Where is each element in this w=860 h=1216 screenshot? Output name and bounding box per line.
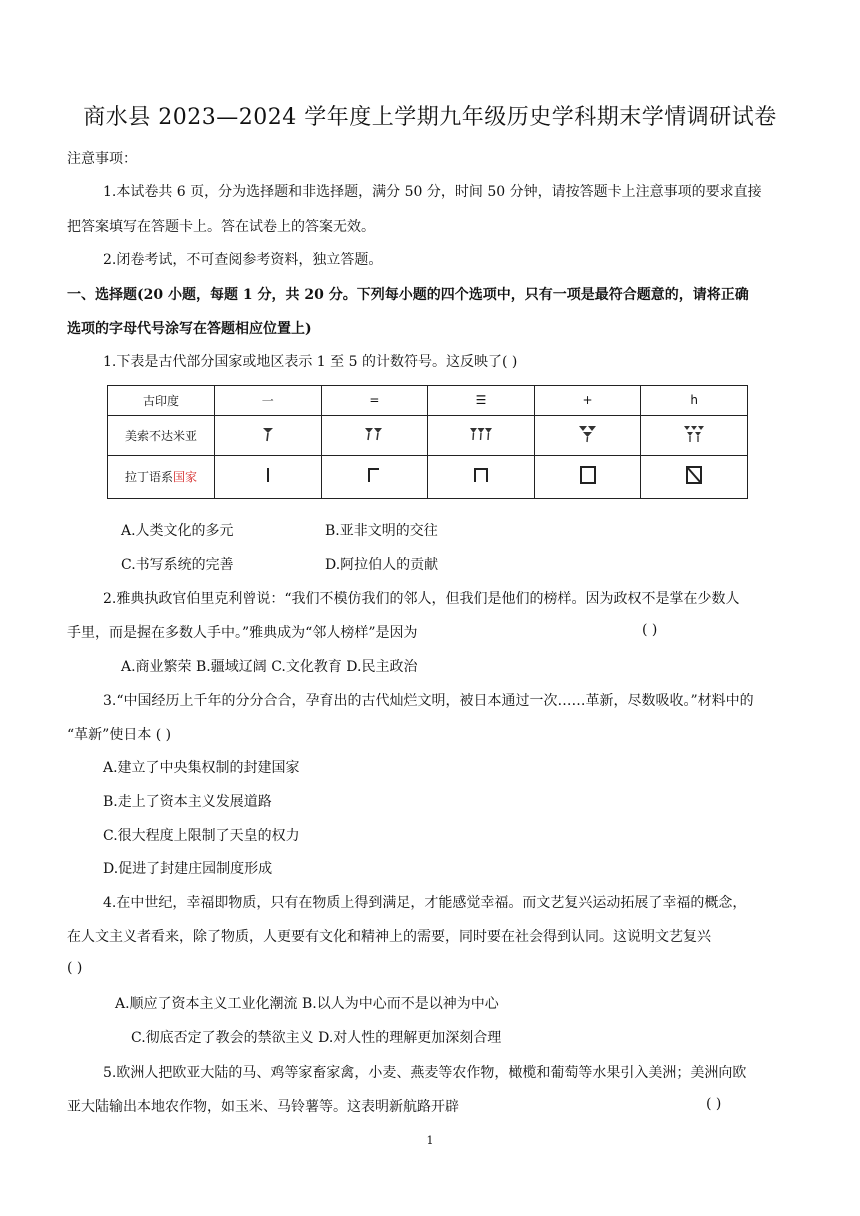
q5-answer-paren: ( ) [706, 1096, 722, 1112]
question-4-stem-cont: 在人文主义者看来，除了物质，人更要有文化和精神上的需要，同时要在社会得到认同。这说明文艺复兴 [67, 929, 711, 945]
q1-option-a: A.人类文化的多元 [121, 523, 234, 539]
notice-item-1-cont: 把答案填写在答题卡上。答在试卷上的答案无效。 [67, 219, 375, 235]
page-number: 1 [426, 1134, 434, 1147]
section-1-heading-cont: 选项的字母代号涂写在答题相应位置上) [67, 321, 312, 337]
notice-item-1: 1.本试卷共 6 页，分为选择题和非选择题，满分 50 分，时间 50 分钟，请按答题卡上注意事项的要求直接 [103, 184, 762, 200]
cuneiform-3-symbol [428, 415, 535, 455]
table-row [108, 415, 748, 455]
q4-answer-paren: ( ) [67, 960, 83, 976]
counting-symbols-table [107, 385, 748, 499]
notice-heading: 注意事项： [67, 151, 137, 167]
row-label: 美索不达米亚 [108, 415, 215, 455]
q3-option-c: C.很大程度上限制了天皇的权力 [103, 828, 300, 844]
latin-5-symbol [641, 455, 748, 498]
question-4-stem: 4.在中世纪，幸福即物质，只有在物质上得到满足，才能感觉幸福。而文艺复兴运动拓展了幸福的概念， [103, 895, 747, 911]
question-1-stem: 1.下表是古代部分国家或地区表示 1 至 5 的计数符号。这反映了( ) [103, 354, 518, 370]
q1-option-c: C.书写系统的完善 [121, 557, 234, 573]
exam-title: 商水县 2023—2024 学年度上学期九年级历史学科期末学情调研试卷 [83, 105, 777, 130]
q1-option-b: B.亚非文明的交往 [325, 523, 438, 539]
table-row [108, 386, 748, 416]
section-1-heading: 一、选择题(20 小题，每题 1 分，共 20 分。下列每小题的四个选项中，只有一项是最符合题意的，请将正确 [67, 287, 749, 303]
cuneiform-2-symbol [321, 415, 428, 455]
cuneiform-1-symbol [215, 415, 322, 455]
q2-answer-paren: ( ) [642, 622, 658, 638]
q3-option-a: A.建立了中央集权制的封建国家 [103, 760, 300, 776]
latin-2-symbol [321, 455, 428, 498]
q1-option-d: D.阿拉伯人的贡献 [325, 557, 439, 573]
latin-4-symbol [534, 455, 641, 498]
q3-option-b: B.走上了资本主义发展道路 [103, 794, 272, 810]
question-2-stem: 2.雅典执政官伯里克利曾说：“我们不模仿我们的邻人，但我们是他们的榜样。因为政权不是掌在少数人 [103, 591, 740, 607]
question-2-stem-cont: 手里，而是握在多数人手中。”雅典成为“邻人榜样”是因为 [67, 625, 418, 641]
q4-options-cd: C.彻底否定了教会的禁欲主义 D.对人性的理解更加深刻合理 [131, 1030, 502, 1046]
latin-3-symbol [428, 455, 535, 498]
q3-option-d: D.促进了封建庄园制度形成 [103, 861, 273, 877]
row-label: 古印度 [108, 386, 215, 416]
q4-options-ab: A.顺应了资本主义工业化潮流 B.以人为中心而不是以神为中心 [115, 996, 499, 1012]
question-3-stem: 3.“中国经历上千年的分分合合，孕育出的古代灿烂文明，被日本通过一次……革新，尽数吸收。”材料中的 [103, 693, 754, 709]
table-cell: = [321, 386, 428, 416]
table-cell: 一 [215, 386, 322, 416]
table-cell: ☰ [428, 386, 535, 416]
table-cell: h [641, 386, 748, 416]
notice-item-2: 2.闭卷考试，不可查阅参考资料，独立答题。 [103, 252, 383, 268]
cuneiform-5-symbol [641, 415, 748, 455]
table-row [108, 455, 748, 498]
cuneiform-4-symbol [534, 415, 641, 455]
row-label: 拉丁语系国家 [108, 455, 215, 498]
question-5-stem: 5.欧洲人把欧亚大陆的马、鸡等家畜家禽，小麦、燕麦等农作物，橄榄和葡萄等水果引入美洲；美洲向欧 [103, 1065, 747, 1081]
latin-1-symbol [215, 455, 322, 498]
q2-options: A.商业繁荣 B.疆域辽阔 C.文化教育 D.民主政治 [121, 659, 418, 675]
question-5-stem-cont: 亚大陆输出本地农作物，如玉米、马铃薯等。这表明新航路开辟 [67, 1099, 459, 1115]
table-cell: + [534, 386, 641, 416]
question-3-stem-cont: “革新”使日本 ( ) [67, 727, 172, 743]
